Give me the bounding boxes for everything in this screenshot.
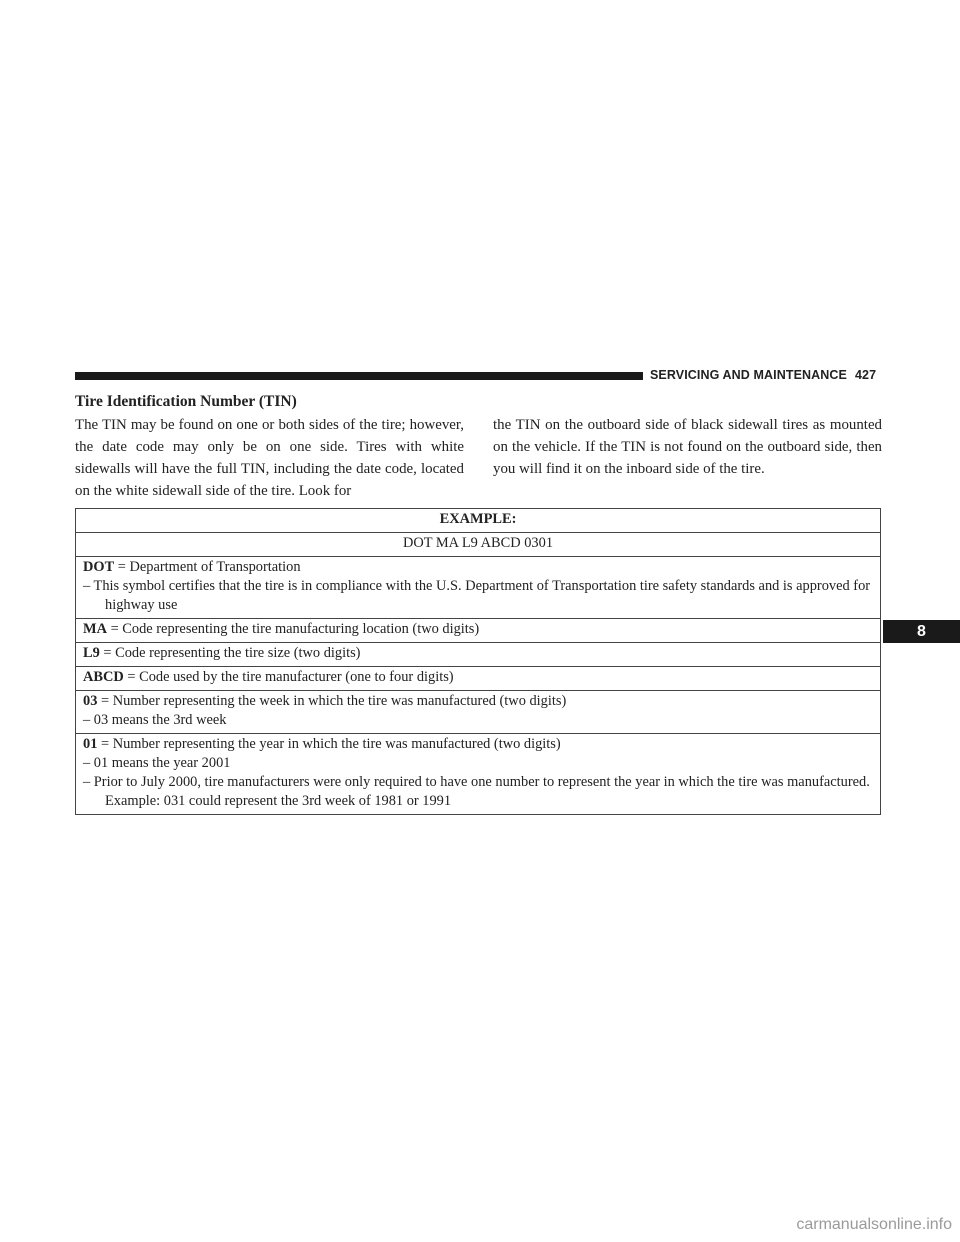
intro-paragraph-right: the TIN on the outboard side of black sidewall tires as mounted on the vehicle. If the TIN is not found on the outboard side, then you will find it on the inboard side of the tire.: [493, 417, 882, 477]
chapter-tab: 8: [883, 620, 960, 643]
table-cell-week: [76, 691, 881, 734]
code-note: – Prior to July 2000, tire manufacturers were only required to have one number to represent the year in which the tire was manufactured. Example: 031 could represent the 3rd week of 1981 or 1991: [83, 774, 870, 809]
table-heading-row: [76, 509, 881, 533]
code-description: = Number representing the week in which the tire was manufactured (two digits): [97, 693, 567, 709]
code-description: = Department of Transportation: [114, 559, 301, 575]
table-row: [76, 734, 881, 815]
code-description: = Code representing the tire manufacturing location (two digits): [106, 621, 480, 637]
code-label: L9: [83, 645, 100, 661]
section-title: Tire Identification Number (TIN): [75, 393, 297, 410]
section-name: SERVICING AND MAINTENANCE: [650, 368, 847, 382]
table-cell-dot: [76, 557, 881, 619]
page-number: 427: [854, 368, 877, 382]
table-row: [76, 667, 881, 691]
table-cell-abcd: [76, 667, 881, 691]
table-row: [76, 557, 881, 619]
table-cell-year: [76, 734, 881, 815]
running-header: [650, 368, 876, 382]
table-example-row: [76, 533, 881, 557]
code-note: – 01 means the year 2001: [83, 755, 231, 771]
table-row: [76, 643, 881, 667]
code-description: = Code representing the tire size (two digits): [99, 645, 361, 661]
code-label: ABCD: [83, 669, 124, 685]
code-label: DOT: [83, 559, 115, 575]
code-note: – 03 means the 3rd week: [83, 712, 227, 728]
watermark: carmanualsonline.info: [796, 1216, 952, 1233]
example-tin: DOT MA L9 ABCD 0301: [76, 533, 881, 557]
table-heading: [76, 509, 881, 533]
tin-example-table: [75, 508, 881, 815]
intro-paragraph-left: The TIN may be found on one or both sides of the tire; however, the date code may only be on one side. Tires with white sidewalls will have the full TIN, including the date code, located on the white sidewall side of the tire. Look for: [75, 417, 464, 499]
code-label: 01: [83, 736, 98, 752]
code-label: MA: [83, 621, 107, 637]
example-heading: EXAMPLE:: [439, 511, 517, 527]
table-cell-l9: [76, 643, 881, 667]
header-rule: [75, 372, 643, 380]
table-cell-ma: [76, 619, 881, 643]
code-label: 03: [83, 693, 98, 709]
table-row: [76, 619, 881, 643]
code-description: = Number representing the year in which the tire was manufactured (two digits): [97, 736, 561, 752]
table-row: [76, 691, 881, 734]
code-description: = Code used by the tire manufacturer (one to four digits): [123, 669, 454, 685]
code-note: – This symbol certifies that the tire is in compliance with the U.S. Department of Transportation tire safety standards and is approved for highway use: [83, 578, 871, 613]
